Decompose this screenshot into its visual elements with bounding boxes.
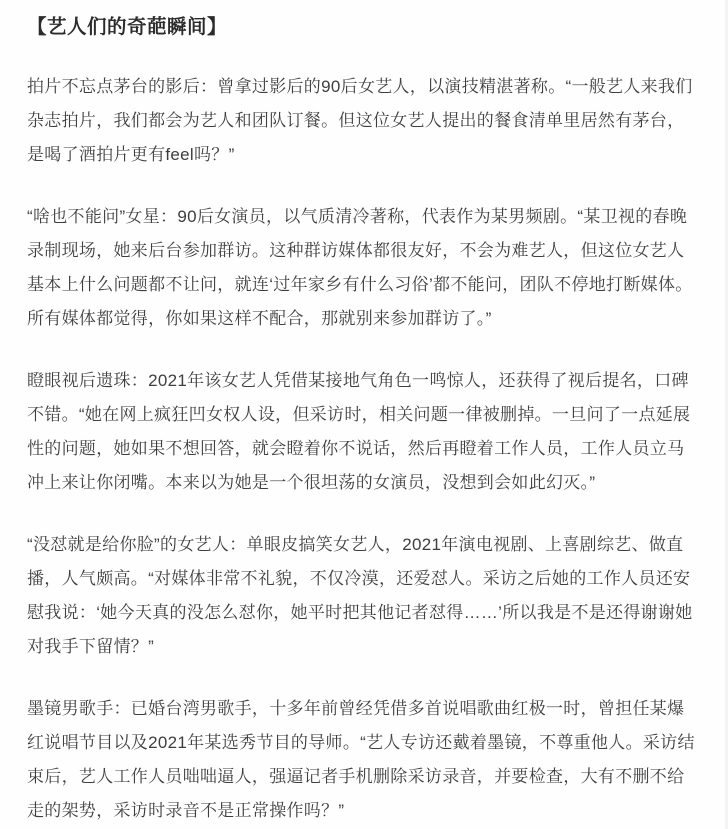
article-paragraph-staring-actress: 瞪眼视后遗珠：2021年该女艺人凭借某接地气角色一鸣惊人，还获得了视后提名，口碑不错。“她在网上疯狂凹女权人设，但采访时，相关问题一律被删掉。一旦问了一点延展性的问题，她如果不想回答，就会瞪着你不说话，然后再瞪着工作人员，工作人员立马冲上来让你闭嘴。本来以为她是一个很坦荡的女演员，没想到会如此幻灭。” — [27, 371, 691, 492]
article-paragraph-snarky-actress: “没怼就是给你脸”的女艺人：单眼皮搞笑女艺人，2021年演电视剧、上喜剧综艺、做直播，人气颇高。“对媒体非常不礼貌，不仅冷漠，还爱怼人。采访之后她的工作人员还安慰我说：‘她今天真的没怎么怼你，她平时把其他记者怼得……’所以我是不是还得谢谢她对我手下留情？” — [27, 535, 693, 656]
article-paragraph-no-questions-star: “啥也不能问”女星：90后女演员，以气质清冷著称，代表作为某男频剧。“某卫视的春晚录制现场，她来后台参加群访。这种群访媒体都很友好，不会为难艺人，但这位女艺人基本上什么问题都不让问，就连‘过年家乡有什么习俗’都不能问，团队不停地打断媒体。所有媒体都觉得，你如果这样不配合，那就别来参加群访了。” — [27, 207, 693, 328]
article-paragraph-sunglasses-singer: 墨镜男歌手：已婚台湾男歌手，十多年前曾经凭借多首说唱歌曲红极一时，曾担任某爆红说唱节目以及2021年某选秀节目的导师。“艺人专访还戴着墨镜，不尊重他人。采访结束后，艺人工作人员咄咄逼人，强逼记者手机删除采访录音，并要检查，大有不删不给走的架势，采访时录音不是正常操作吗？” — [27, 699, 695, 820]
article-paragraph-maotai-actress: 拍片不忘点茅台的影后：曾拿过影后的90后女艺人，以演技精湛著称。“一般艺人来我们杂志拍片，我们都会为艺人和团队订餐。但这位女艺人提出的餐食清单里居然有茅台，是喝了酒拍片更有feel吗？” — [27, 77, 693, 164]
article-title: 【艺人们的奇葩瞬间】 — [27, 16, 228, 38]
